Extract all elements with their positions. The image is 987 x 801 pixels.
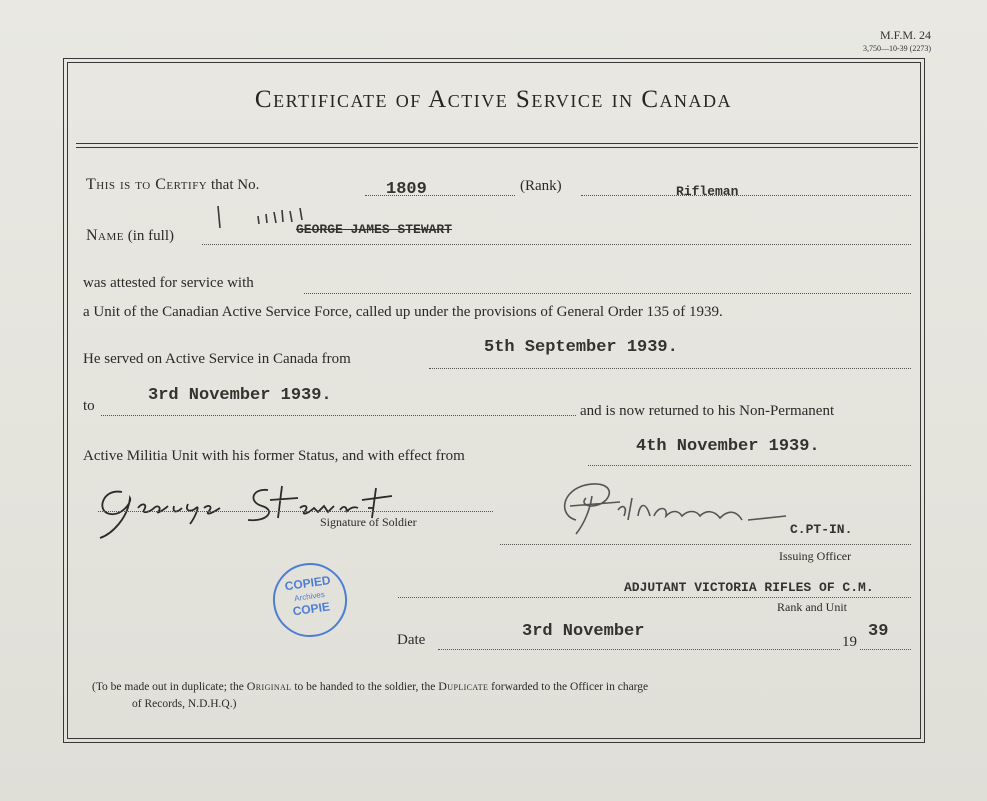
- name-value: GEORGE JAMES STEWART: [296, 222, 453, 237]
- served-from-date: 5th September 1939.: [484, 338, 678, 357]
- soldier-signature-label: Signature of Soldier: [320, 515, 417, 529]
- name-label-suffix: (in full): [127, 228, 174, 244]
- date-year: 39: [868, 622, 889, 641]
- name-dots: [202, 244, 911, 245]
- print-reference: 3,750—10-39 (2273): [863, 44, 931, 53]
- certify-that-no: that No.: [211, 177, 260, 193]
- militia-dots: [588, 465, 911, 466]
- footnote-part-1: (To be made out in duplicate; the: [92, 681, 244, 693]
- officer-signature: [556, 476, 816, 546]
- date-label: Date: [397, 632, 426, 648]
- served-from-dots: [429, 368, 911, 369]
- rank-value: Rifleman: [676, 184, 739, 199]
- officer-signature-dots: [500, 544, 911, 545]
- form-code: [863, 28, 931, 56]
- footnote-line-2: of Records, N.D.H.Q.): [132, 698, 237, 710]
- stamp-line-archives: Archives: [293, 589, 326, 604]
- served-from-text: He served on Active Service in Canada from: [83, 351, 351, 367]
- soldier-signature: [92, 478, 412, 548]
- returned-text: and is now returned to his Non-Permanent: [580, 403, 835, 419]
- rank-label: (Rank): [520, 178, 562, 194]
- footnote-line-1: [92, 678, 912, 696]
- name-line: [86, 227, 174, 245]
- rank-dots: [581, 195, 911, 196]
- footnote-part-2: to be handed to the soldier, the: [294, 681, 436, 693]
- form-number: M.F.M. 24: [879, 28, 931, 42]
- to-date: 3rd November 1939.: [148, 386, 332, 405]
- date-dots: [438, 649, 840, 650]
- effect-date: 4th November 1939.: [636, 437, 820, 456]
- footnote-part-3: forwarded to the Officer in charge: [491, 681, 649, 693]
- certificate-title: Certificate of Active Service in Canada: [254, 86, 733, 113]
- footnote-original: Original: [246, 679, 292, 693]
- attested-dots: [304, 293, 911, 294]
- soldier-signature-dots: [98, 511, 493, 512]
- issuing-officer-label: Issuing Officer: [779, 549, 852, 563]
- name-pencil-marks: [210, 202, 330, 232]
- soldier-signature-text: George Stewart: [92, 478, 99, 479]
- footnote-duplicate: Duplicate: [438, 679, 489, 693]
- to-dots: [101, 415, 576, 416]
- name-label: Name: [86, 227, 124, 244]
- issuing-officer-suffix: C.PT-IN.: [790, 522, 853, 537]
- stamp-line-copied: COPIED: [283, 573, 332, 594]
- rank-unit-value: ADJUTANT VICTORIA RIFLES OF C.M.: [624, 580, 874, 595]
- certify-lead: This is to Certify: [86, 176, 208, 193]
- title-rule-bottom: [76, 147, 918, 148]
- certify-line: [86, 176, 259, 194]
- rank-unit-label: Rank and Unit: [777, 600, 847, 614]
- attested-text: was attested for service with: [83, 275, 254, 291]
- date-century: 19: [842, 634, 857, 650]
- footnote: [92, 678, 912, 713]
- soldier-number: 1809: [386, 180, 427, 199]
- date-value: 3rd November: [522, 622, 645, 641]
- to-label: to: [83, 398, 95, 414]
- rank-unit-dots: [398, 597, 911, 598]
- unit-sentence: a Unit of the Canadian Active Service Force, called up under the provisions of General Order 135 of 1939.: [83, 304, 723, 320]
- militia-text: Active Militia Unit with his former Status, and with effect from: [83, 448, 465, 464]
- stamp-line-copie: COPIE: [291, 599, 331, 619]
- title-rule-top: [76, 143, 918, 144]
- year-dots: [860, 649, 911, 650]
